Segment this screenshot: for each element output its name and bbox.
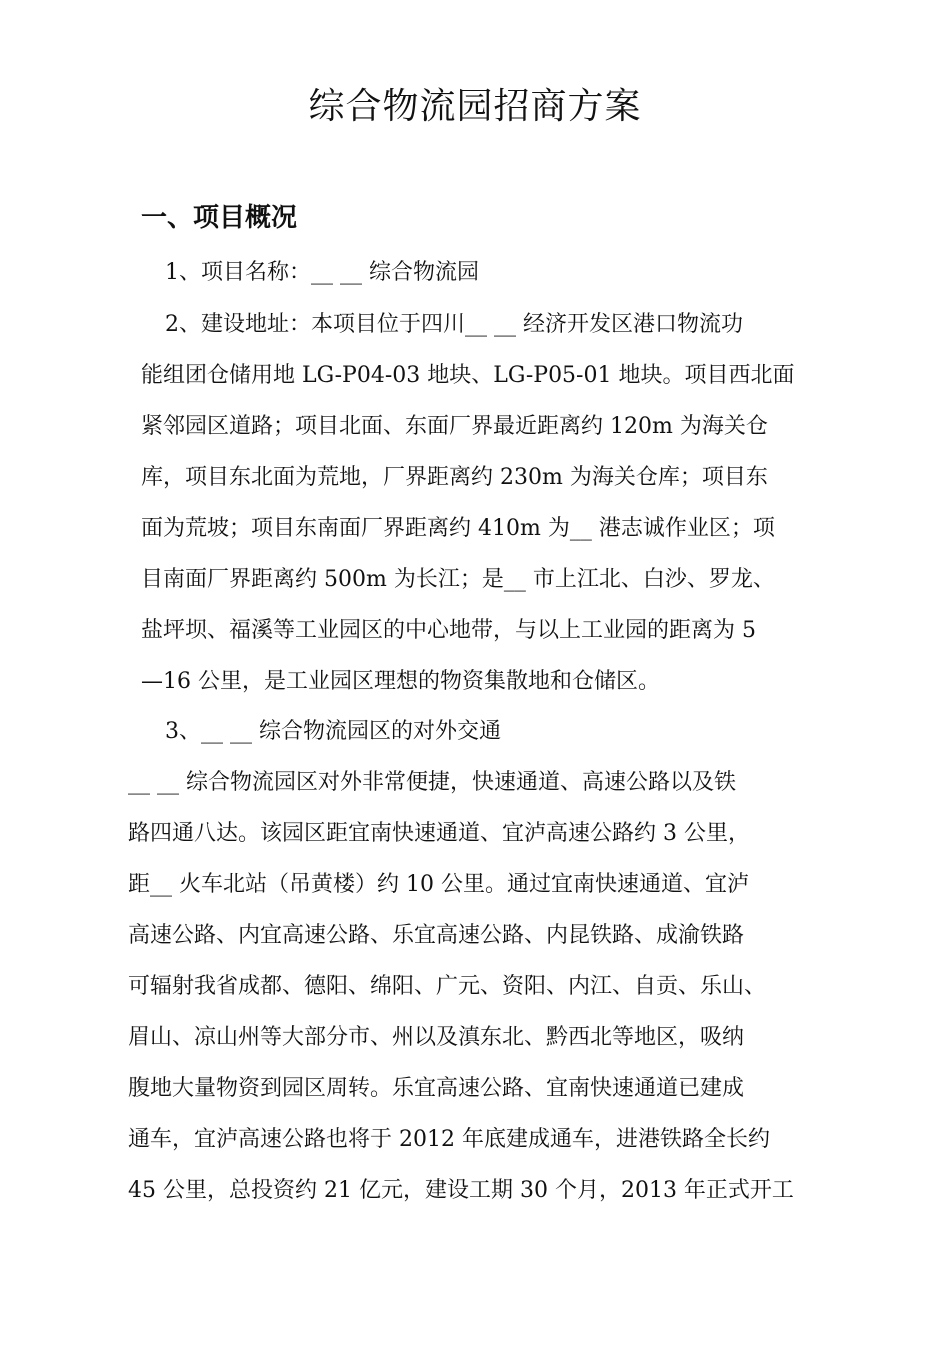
transport-paragraph-line: 距__ 火车北站（吊黄楼）约 10 公里。通过宜南快速通道、宜泸 xyxy=(128,872,749,897)
transport-paragraph-line: 高速公路、内宜高速公路、乐宜高速公路、内昆铁路、成渝铁路 xyxy=(128,923,745,948)
item-address-line: —16 公里，是工业园区理想的物资集散地和仓储区。 xyxy=(141,669,660,694)
item-address-line: 面为荒坡；项目东南面厂界距离约 410m 为__ 港志诚作业区；项 xyxy=(141,516,775,541)
transport-paragraph-line: __ __ 综合物流园区对外非常便捷，快速通道、高速公路以及铁 xyxy=(128,770,736,795)
transport-paragraph-line: 路四通八达。该园区距宜南快速通道、宜泸高速公路约 3 公里， xyxy=(128,821,750,846)
transport-paragraph-line: 可辐射我省成都、德阳、绵阳、广元、资阳、内江、自贡、乐山、 xyxy=(128,974,767,999)
item-address-line: 目南面厂界距离约 500m 为长江；是__ 市上江北、白沙、罗龙、 xyxy=(141,567,775,592)
item-address-line: 盐坪坝、福溪等工业园区的中心地带，与以上工业园的距离为 5 xyxy=(141,618,756,643)
item-address-line: 紧邻园区道路；项目北面、东面厂界最近距离约 120m 为海关仓 xyxy=(141,414,768,439)
section-heading: 一、项目概况 xyxy=(141,203,298,233)
item-project-name: 1、项目名称：__ __ 综合物流园 xyxy=(165,260,479,285)
transport-paragraph-line: 眉山、凉山州等大部分市、州以及滇东北、黔西北等地区，吸纳 xyxy=(128,1025,745,1050)
document-title: 综合物流园招商方案 xyxy=(308,86,642,127)
transport-paragraph-line: 通车，宜泸高速公路也将于 2012 年底建成通车，进港铁路全长约 xyxy=(128,1127,770,1152)
item-address-line: 能组团仓储用地 LG-P04-03 地块、LG-P05-01 地块。项目西北面 xyxy=(141,363,795,388)
transport-paragraph-line: 腹地大量物资到园区周转。乐宜高速公路、宜南快速通道已建成 xyxy=(128,1076,745,1101)
transport-paragraph-line: 45 公里，总投资约 21 亿元，建设工期 30 个月，2013 年正式开工 xyxy=(128,1178,794,1203)
item-transport-heading: 3、__ __ 综合物流园区的对外交通 xyxy=(165,719,501,744)
item-address-line: 2、建设地址：本项目位于四川__ __ 经济开发区港口物流功 xyxy=(165,312,743,337)
item-address-line: 库，项目东北面为荒地，厂界距离约 230m 为海关仓库；项目东 xyxy=(141,465,768,490)
